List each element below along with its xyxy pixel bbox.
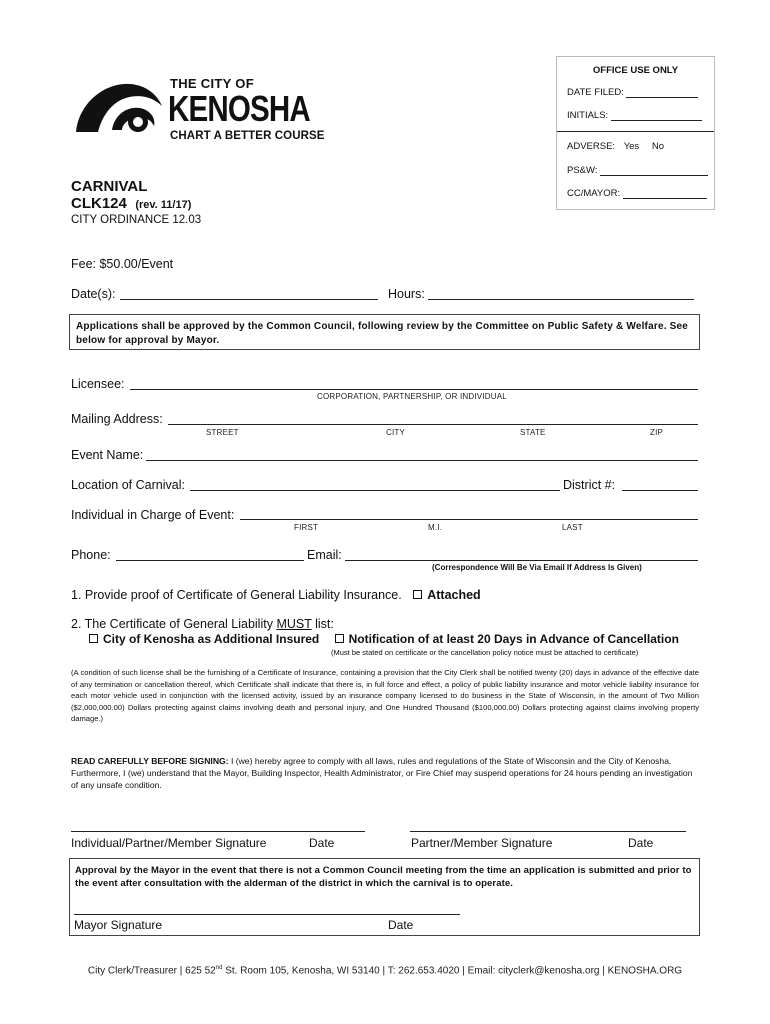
approval-notice-text: Applications shall be approved by the Common Council, following review by the Committee on Public Safety & Welfare. See below for approval by Mayor. — [76, 321, 689, 346]
location-field[interactable] — [190, 490, 560, 491]
insurance-item-2-prefix: 2. The Certificate of General Liability — [71, 617, 277, 631]
zip-hint: ZIP — [650, 428, 664, 437]
footer-contact — [0, 965, 770, 976]
email-note: (Correspondence Will Be Via Email If Address Is Given) — [432, 563, 642, 572]
form-revision: (rev. 11/17) — [135, 199, 192, 211]
city-ordinance: CITY ORDINANCE 12.03 — [71, 214, 202, 226]
individual-signature-label: Individual/Partner/Member Signature — [71, 836, 267, 850]
phone-label: Phone: — [71, 548, 111, 562]
form-code: CLK124 — [71, 195, 127, 212]
individual-field[interactable] — [240, 519, 698, 520]
psw-label: PS&W: — [567, 165, 598, 176]
insurance-item-1 — [71, 588, 481, 602]
individual-signature-line[interactable] — [71, 831, 365, 832]
district-label: District #: — [563, 478, 616, 492]
first-hint: FIRST — [294, 523, 319, 532]
attached-label: Attached — [427, 588, 481, 602]
agreement-text: I (we) hereby agree to comply with all laws, rules and regulations of the State of Wisconsin and the City of Kenosha. Furthermore, I (we) understand that the Mayor, Building Inspector, Health Administrator, or Fire Chief may suspend operations for 24 hours pending an investigation of any unsafe condition. — [71, 756, 693, 790]
footer-part-1: City Clerk/Treasurer | 625 52 — [87, 965, 216, 977]
licensee-field[interactable] — [130, 389, 698, 390]
city-logo — [72, 76, 328, 150]
initials-label: INITIALS: — [567, 110, 609, 121]
insurance-item-2-must: MUST — [276, 617, 312, 631]
footer-part-2: St. Room 105, Kenosha, WI 53140 | T: 262.653.4020 | Email: cityclerk@kenosha.org | KENOSHA.ORG — [222, 965, 683, 977]
dates-field[interactable] — [120, 299, 378, 300]
agreement-lead: READ CAREFULLY BEFORE SIGNING: — [71, 756, 229, 766]
additional-insured-label: City of Kenosha as Additional Insured — [103, 632, 320, 646]
mayor-signature-line[interactable] — [74, 914, 460, 915]
mailing-field[interactable] — [168, 424, 698, 425]
kenosha-wave-logo-icon — [72, 80, 164, 134]
hours-field[interactable] — [428, 299, 694, 300]
insurance-item-1-text: 1. Provide proof of Certificate of General Liability Insurance. — [71, 588, 402, 602]
dates-label: Date(s): — [71, 287, 116, 301]
fee-text: Fee: $50.00/Event — [71, 257, 174, 271]
mayor-signature-label: Mayor Signature — [74, 918, 163, 932]
hours-label: Hours: — [388, 287, 425, 301]
insurance-item-2 — [71, 617, 334, 631]
city-hint: CITY — [386, 428, 406, 437]
form-title: CARNIVAL — [71, 178, 148, 195]
email-field[interactable] — [345, 560, 698, 561]
attached-checkbox[interactable] — [413, 590, 422, 599]
individual-date-label: Date — [309, 836, 335, 850]
mi-hint: M.I. — [428, 523, 443, 532]
date-filed-row — [567, 87, 698, 98]
ccmayor-row — [567, 188, 707, 199]
last-hint: LAST — [562, 523, 583, 532]
state-hint: STATE — [520, 428, 546, 437]
mayor-approval-box — [69, 858, 700, 936]
cancellation-notice-checkbox[interactable] — [335, 634, 344, 643]
adverse-no[interactable]: No — [651, 141, 664, 152]
adverse-row — [567, 141, 664, 152]
event-name-field[interactable] — [146, 460, 698, 461]
cancellation-notice-label: Notification of at least 20 Days in Advance of Cancellation — [348, 632, 679, 646]
ccmayor-label: CC/MAYOR: — [567, 188, 621, 199]
footer-superscript: nd — [215, 965, 223, 971]
individual-label: Individual in Charge of Event: — [71, 508, 235, 522]
partner-date-label: Date — [628, 836, 654, 850]
insurance-checks — [89, 632, 679, 646]
approval-notice-box — [69, 314, 700, 350]
agreement-paragraph — [71, 755, 699, 791]
logo-line-2: KENOSHA — [168, 88, 310, 129]
email-label: Email: — [307, 548, 342, 562]
mailing-label: Mailing Address: — [71, 412, 163, 426]
licensee-hint: CORPORATION, PARTNERSHIP, OR INDIVIDUAL — [317, 392, 507, 401]
partner-signature-line[interactable] — [410, 831, 686, 832]
street-hint: STREET — [206, 428, 239, 437]
ccmayor-field[interactable] — [623, 189, 707, 199]
additional-insured-checkbox[interactable] — [89, 634, 98, 643]
initials-row — [567, 110, 702, 121]
form-code-row — [71, 195, 191, 213]
date-filed-label: DATE FILED: — [567, 87, 624, 98]
insurance-condition-text: (A condition of such license shall be the furnishing of a Certificate of Insurance, containing a provision that the City Clerk shall be notified twenty (20) days in advance of the effective date of any termination or cancellation thereof, which Certificate shall indicate that there is, in full force and effect, a policy of public liability insurance and motor vehicle liability insurance for each motor vehicle used in conjunction with the licensed activity, issued by an insurance company licensed to do business in the State of Wisconsin, in the amount of Two Million ($2,000,000.00) Dollars protecting against claims involving death and personal injury, and One Hundred Thousand ($100,000.00) Dollars protecting against claims involving property damage.) — [71, 668, 699, 724]
date-filed-field[interactable] — [626, 88, 698, 98]
office-use-box — [556, 56, 715, 210]
logo-line-3: CHART A BETTER COURSE — [170, 130, 325, 142]
certificate-note: (Must be stated on certificate or the cancellation policy notice must be attached to certificate) — [331, 648, 639, 657]
partner-signature-label: Partner/Member Signature — [411, 836, 553, 850]
psw-field[interactable] — [600, 166, 708, 176]
psw-row — [567, 165, 708, 176]
location-label: Location of Carnival: — [71, 478, 185, 492]
office-divider — [557, 131, 714, 132]
licensee-label: Licensee: — [71, 377, 125, 391]
district-field[interactable] — [622, 490, 698, 491]
insurance-item-2-suffix: list: — [311, 617, 334, 631]
phone-field[interactable] — [116, 560, 304, 561]
adverse-label: ADVERSE: — [567, 141, 616, 152]
initials-field[interactable] — [611, 111, 702, 121]
office-use-title: OFFICE USE ONLY — [592, 65, 679, 76]
mayor-approval-notice: Approval by the Mayor in the event that there is not a Common Council meeting from the time an application is submitted and prior to the event after consultation with the alderman of the district in which the carnival is to operate. — [75, 865, 692, 889]
mayor-date-label: Date — [388, 918, 414, 932]
adverse-yes[interactable]: Yes — [623, 141, 640, 152]
logo-line-1: THE CITY OF — [170, 76, 254, 91]
event-name-label: Event Name: — [71, 448, 144, 462]
